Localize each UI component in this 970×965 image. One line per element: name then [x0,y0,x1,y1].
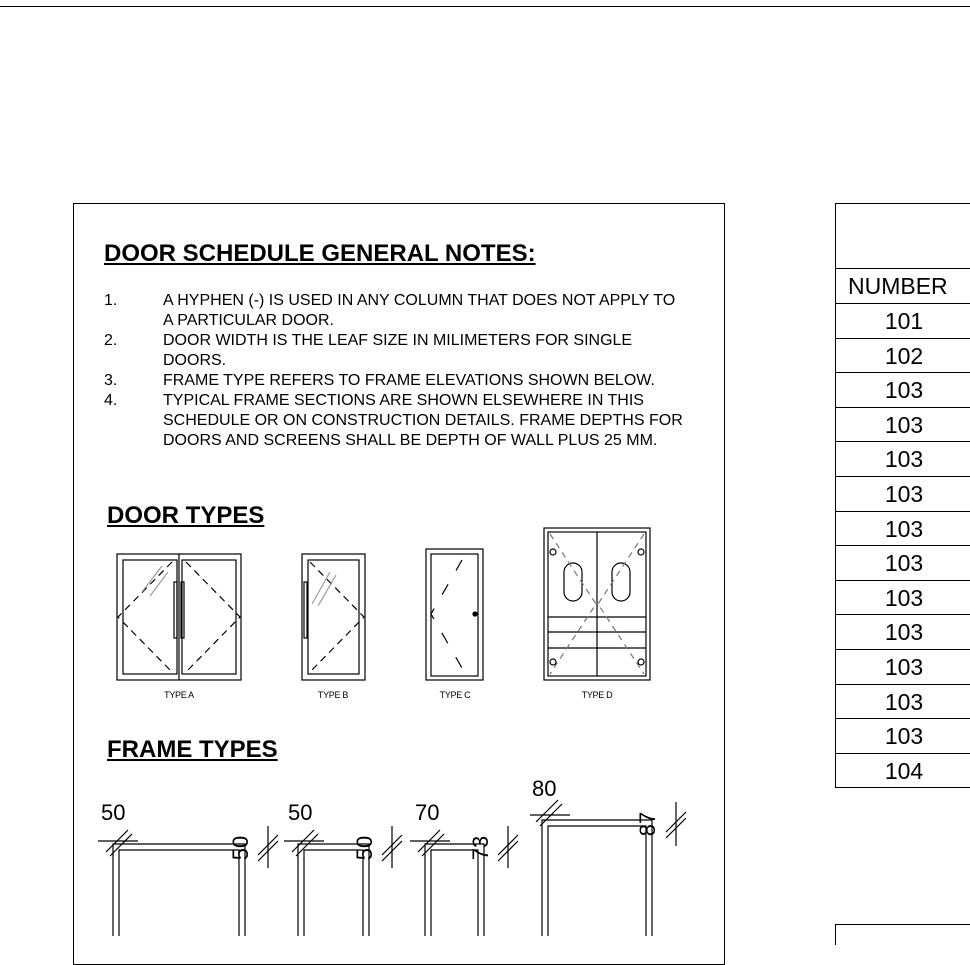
table-row: 103 [836,650,970,685]
door-type-d-label: TYPE D [581,690,613,700]
frame-dimension: 70 [415,800,440,825]
frame-dimension: 73 [468,835,494,861]
column-header-number: NUMBER [836,269,970,304]
door-type-a-label: TYPE A [164,690,194,700]
table-row: 103 [836,685,970,720]
table-row: 103 [836,512,970,547]
frame-dimension: 50 [352,835,378,861]
table-row: 103 [836,546,970,581]
door-types-title: DOOR TYPES [107,502,265,529]
note-number: 4. [104,392,118,409]
note-text: DOOR WIDTH IS THE LEAF SIZE IN MILIMETERS FOR SINGLE DOORS. [163,332,633,369]
note-text: A HYPHEN (-) IS USED IN ANY COLUMN THAT DOES NOT APPLY TO A PARTICULAR DOOR. [163,292,676,329]
frame-type-4-drawing [530,800,686,936]
door-type-d-drawing [544,528,650,680]
table-row: 104 [836,754,970,789]
frame-type-3-drawing [410,826,518,936]
note-text: TYPICAL FRAME SECTIONS ARE SHOWN ELSEWHERE IN THIS SCHEDULE OR ON CONSTRUCTION DETAILS. FRAME DEPTHS FOR DOORS AND SCREENS SHALL BE DEPTH OF WALL PLUS 25 MM. [163,392,683,449]
frame-dimension: 80 [532,776,557,801]
door-type-a-drawing [117,554,241,680]
second-schedule-table-edge [835,924,970,945]
frame-dimension: 50 [101,800,126,825]
note-number: 2. [104,332,118,349]
frame-dimension: 50 [228,835,254,861]
door-type-c-label: TYPE C [439,690,471,700]
frame-dimension: 50 [288,800,313,825]
note-text: FRAME TYPE REFERS TO FRAME ELEVATIONS SHOWN BELOW. [163,372,655,389]
frame-dimension: 87 [635,811,661,837]
general-notes-title: DOOR SCHEDULE GENERAL NOTES: [104,240,536,267]
schedule-title-cell [836,204,970,269]
table-row: 103 [836,408,970,443]
frame-type-2-drawing [284,826,402,936]
table-row: 103 [836,442,970,477]
note-number: 1. [104,292,118,309]
table-row: 101 [836,304,970,339]
door-schedule-table [835,203,970,788]
table-row: 103 [836,477,970,512]
table-row: 102 [836,339,970,374]
table-row: 103 [836,373,970,408]
table-row: 103 [836,615,970,650]
table-row: 103 [836,581,970,616]
frame-types-title: FRAME TYPES [107,736,278,763]
door-type-c-drawing [426,549,483,680]
door-type-b-label: TYPE B [317,690,349,700]
note-number: 3. [104,372,118,389]
door-type-b-drawing [302,554,365,680]
table-row: 103 [836,719,970,754]
